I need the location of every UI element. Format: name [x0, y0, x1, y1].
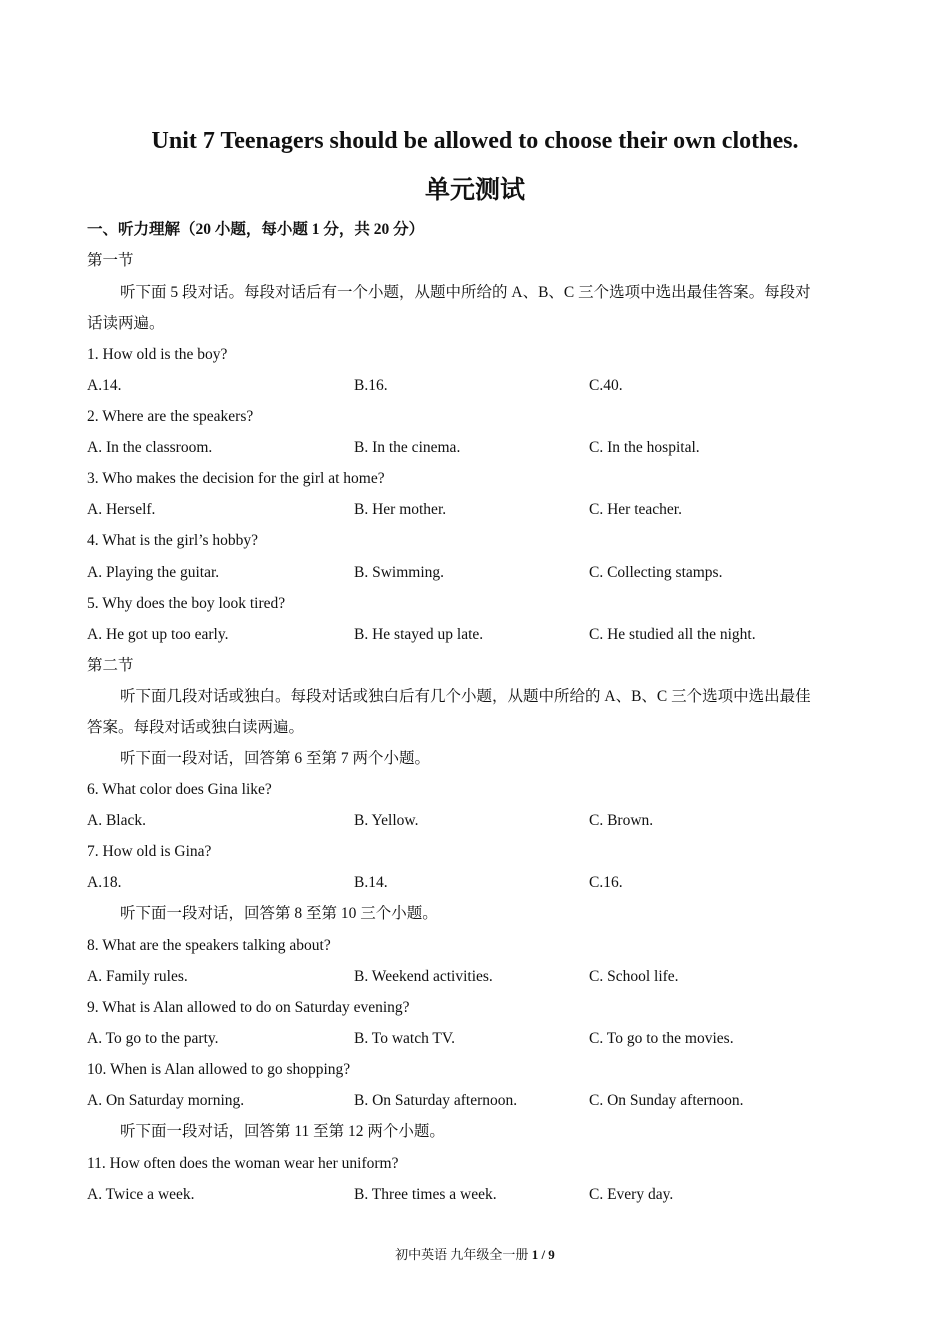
question-10: 10. When is Alan allowed to go shopping?: [87, 1061, 351, 1078]
q3-option-a: A. Herself.: [87, 501, 156, 518]
q6-option-b: B. Yellow.: [354, 812, 419, 829]
q5-option-a: A. He got up too early.: [87, 626, 229, 643]
q9-option-c: C. To go to the movies.: [589, 1030, 734, 1047]
question-1: 1. How old is the boy?: [87, 346, 228, 363]
q9-option-b: B. To watch TV.: [354, 1030, 455, 1047]
q10-option-c: C. On Sunday afternoon.: [589, 1092, 744, 1109]
note-questions-11-12: 听下面一段对话，回答第 11 至第 12 两个小题。: [120, 1123, 445, 1140]
q3-option-c: C. Her teacher.: [589, 501, 682, 518]
q5-option-b: B. He stayed up late.: [354, 626, 484, 643]
question-6: 6. What color does Gina like?: [87, 781, 272, 798]
q9-option-a: A. To go to the party.: [87, 1030, 219, 1047]
q10-option-b: B. On Saturday afternoon.: [354, 1092, 518, 1109]
page-number: 1 / 9: [531, 1247, 555, 1262]
question-7: 7. How old is Gina?: [87, 843, 212, 860]
q10-option-a: A. On Saturday morning.: [87, 1092, 245, 1109]
question-3: 3. Who makes the decision for the girl at home?: [87, 470, 385, 487]
footer-label: 初中英语 九年级全一册: [395, 1247, 529, 1262]
q7-option-c: C.16.: [589, 874, 623, 891]
question-4: 4. What is the girl’s hobby?: [87, 532, 259, 549]
q2-option-b: B. In the cinema.: [354, 439, 461, 456]
q5-option-c: C. He studied all the night.: [589, 626, 756, 643]
q1-option-c: C.40.: [589, 377, 623, 394]
q8-option-c: C. School life.: [589, 968, 679, 985]
note-questions-6-7: 听下面一段对话，回答第 6 至第 7 两个小题。: [120, 750, 431, 767]
q4-option-c: C. Collecting stamps.: [589, 564, 723, 581]
part2-heading: 第二节: [87, 657, 134, 674]
q2-option-c: C. In the hospital.: [589, 439, 700, 456]
q11-option-a: A. Twice a week.: [87, 1186, 195, 1203]
question-8: 8. What are the speakers talking about?: [87, 937, 331, 954]
question-2: 2. Where are the speakers?: [87, 408, 254, 425]
q11-option-c: C. Every day.: [589, 1186, 674, 1203]
q3-option-b: B. Her mother.: [354, 501, 447, 518]
note-questions-8-10: 听下面一段对话，回答第 8 至第 10 三个小题。: [120, 905, 438, 922]
document-title-zh: 单元测试: [424, 175, 525, 204]
q7-option-a: A.18.: [87, 874, 122, 891]
q1-option-b: B.16.: [354, 377, 388, 394]
q1-option-a: A.14.: [87, 377, 122, 394]
part1-heading: 第一节: [87, 252, 134, 269]
q8-option-a: A. Family rules.: [87, 968, 188, 985]
section-heading-listening: 一、听力理解（20 小题，每小题 1 分，共 20 分）: [87, 221, 425, 238]
page-footer: [0, 1246, 950, 1264]
q2-option-a: A. In the classroom.: [87, 439, 213, 456]
question-9: 9. What is Alan allowed to do on Saturday evening?: [87, 999, 410, 1016]
part2-instruction-line1: 听下面几段对话或独白。每段对话或独白后有几个小题，从题中所给的 A、B、C 三个选项中选出最佳: [120, 688, 811, 705]
part2-instruction-line2: 答案。每段对话或独白读两遍。: [87, 719, 305, 736]
q6-option-c: C. Brown.: [589, 812, 654, 829]
part1-instruction-line2: 话读两遍。: [87, 315, 165, 332]
q7-option-b: B.14.: [354, 874, 388, 891]
q4-option-b: B. Swimming.: [354, 564, 445, 581]
q8-option-b: B. Weekend activities.: [354, 968, 493, 985]
q6-option-a: A. Black.: [87, 812, 146, 829]
question-11: 11. How often does the woman wear her uniform?: [87, 1155, 399, 1172]
question-5: 5. Why does the boy look tired?: [87, 595, 286, 612]
q11-option-b: B. Three times a week.: [354, 1186, 497, 1203]
part1-instruction-line1: 听下面 5 段对话。每段对话后有一个小题，从题中所给的 A、B、C 三个选项中选出最佳答案。每段对: [120, 284, 811, 301]
document-title-en: Unit 7 Teenagers should be allowed to choose their own clothes.: [151, 128, 799, 154]
q4-option-a: A. Playing the guitar.: [87, 564, 220, 581]
